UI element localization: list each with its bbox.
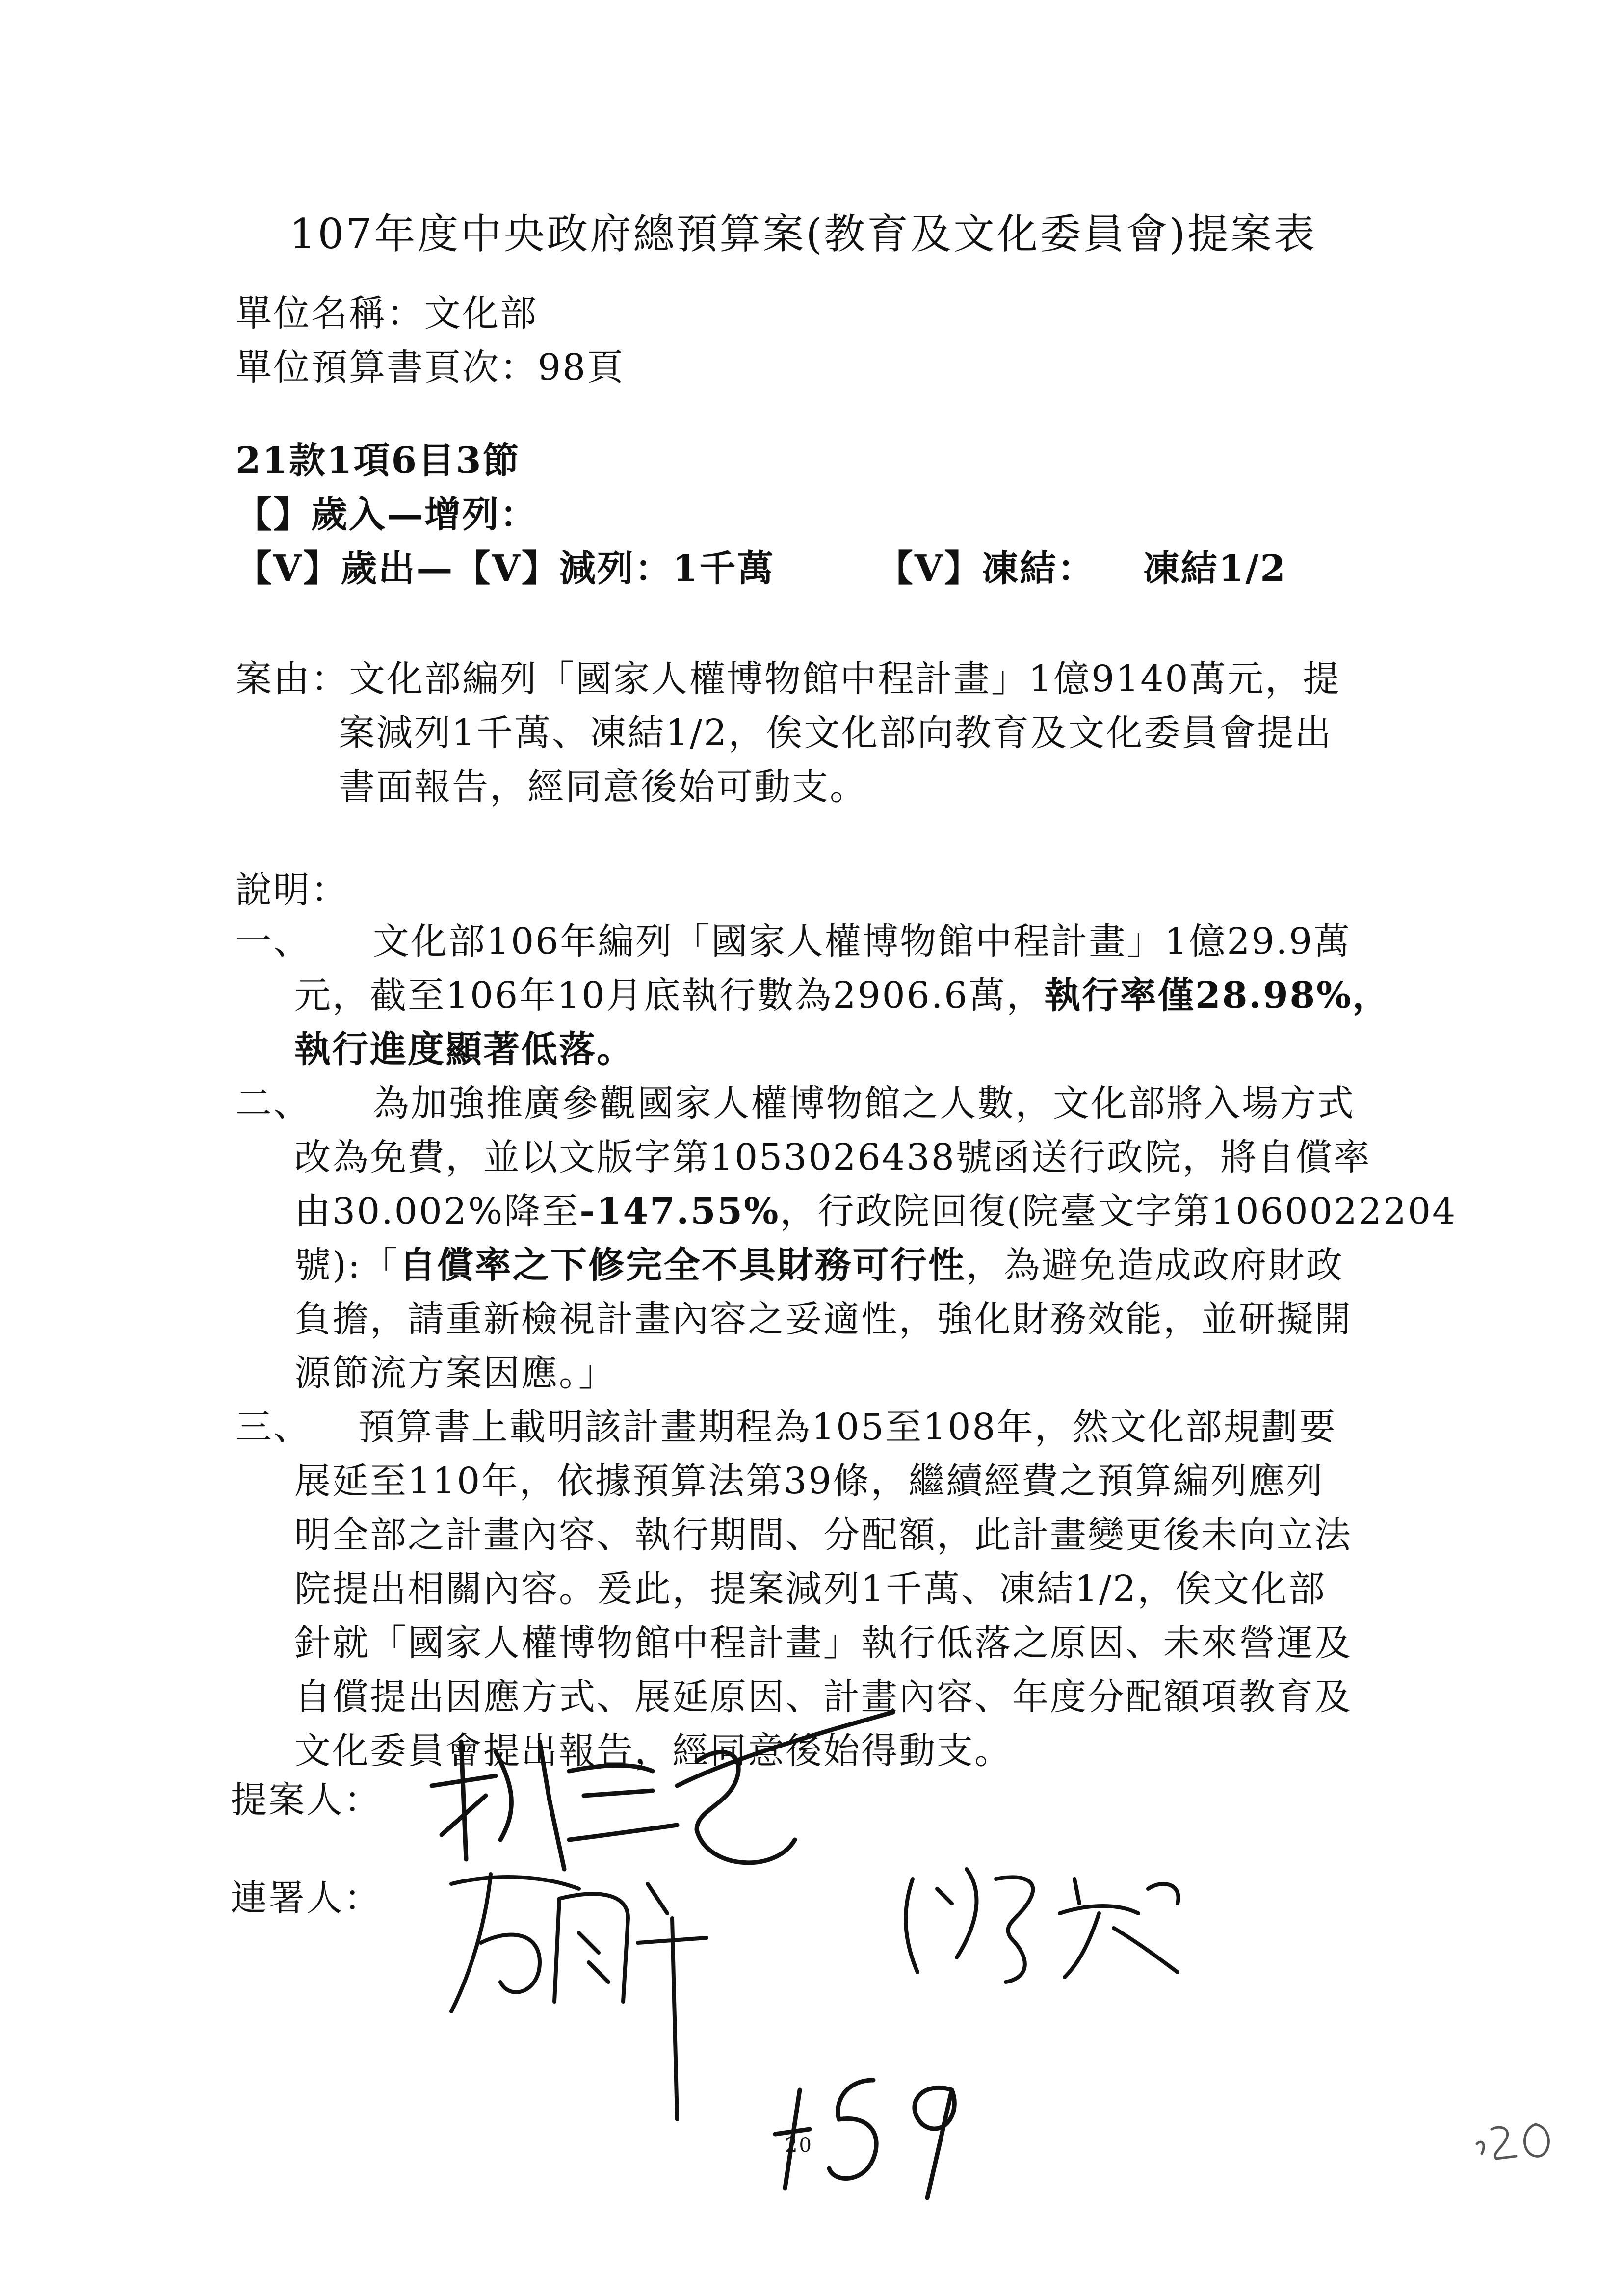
- cosigner-signature: [883, 1859, 1227, 1992]
- unit-name: 單位名稱：文化部: [236, 292, 538, 335]
- item-line: 明全部之計畫內容、執行期間、分配額，此計畫變更後未向立法: [294, 1514, 1352, 1556]
- item-line: 預算書上載明該計畫期程為105至108年，然文化部規劃要: [358, 1406, 1337, 1448]
- item-line: 文化委員會提出報告，經同意後始得動支。: [294, 1730, 1012, 1772]
- expense-line: [236, 540, 1287, 592]
- corner-page-number: [1472, 2110, 1570, 2168]
- unit-budget-page: 單位預算書頁次：98頁: [236, 346, 625, 389]
- item-marker: 一、: [236, 920, 311, 963]
- page-title: 107年度中央政府總預算案(教育及文化委員會)提案表: [289, 210, 1317, 258]
- item-line: 改為免費，並以文版字第1053026438號函送行政院，將自償率: [294, 1136, 1371, 1178]
- item-marker: 二、: [236, 1082, 311, 1124]
- budget-section: 21款1項6目3節: [236, 440, 521, 482]
- case-line: 案由：文化部編列「國家人權博物館中程計畫」1億9140萬元，提: [236, 658, 1341, 700]
- item-marker: 三、: [236, 1406, 311, 1448]
- case-line: 書面報告，經同意後始可動支。: [339, 766, 867, 808]
- expense-freeze-amount: 凍結1/2: [1143, 548, 1287, 590]
- item-line: 針就「國家人權博物館中程計畫」執行低落之原因、未來營運及: [294, 1622, 1352, 1664]
- printed-page-number: 20: [785, 2134, 813, 2157]
- expense-reduction: 【V】歲出—【V】減列：1千萬: [236, 548, 775, 590]
- item-line: 自償提出因應方式、展延原因、計畫內容、年度分配額項教育及: [294, 1676, 1352, 1718]
- expense-freeze: 【V】凍結：: [876, 548, 1096, 590]
- item-line: 源節流方案因應。」: [294, 1352, 616, 1394]
- item-line: 執行進度顯著低落。: [294, 1028, 634, 1070]
- item-line: 院提出相關內容。爰此，提案減列1千萬、凍結1/2，俟文化部: [294, 1568, 1327, 1610]
- item-line: 為加強推廣參觀國家人權博物館之人數，文化部將入場方式: [373, 1082, 1355, 1124]
- cosigner-label: 連署人：: [231, 1877, 382, 1919]
- item-line: 元，截至106年10月底執行數為2906.6萬，執行率僅28.98%，: [294, 974, 1390, 1017]
- item-line: 文化部106年編列「國家人權博物館中程計畫」1億29.9萬: [373, 920, 1352, 963]
- cosigner-signature: [432, 1854, 775, 2129]
- handwritten-page-number: [765, 2061, 1001, 2208]
- item-line: 號):「自償率之下修完全不具財務可行性，為避免造成政府財政: [294, 1244, 1344, 1286]
- proposer-label: 提案人：: [231, 1779, 382, 1821]
- item-line: 由30.002%降至-147.55%，行政院回復(院臺文字第1060022204: [294, 1190, 1457, 1232]
- explanation-label: 說明：: [236, 869, 349, 911]
- item-line: 展延至110年，依據預算法第39條，繼續經費之預算編列應列: [294, 1460, 1324, 1502]
- revenue-line: 【】歲入—增列：: [236, 494, 538, 536]
- item-line: 負擔，請重新檢視計畫內容之妥適性，強化財務效能，並研擬開: [294, 1298, 1352, 1340]
- case-line: 案減列1千萬、凍結1/2，俟文化部向教育及文化委員會提出: [339, 712, 1333, 754]
